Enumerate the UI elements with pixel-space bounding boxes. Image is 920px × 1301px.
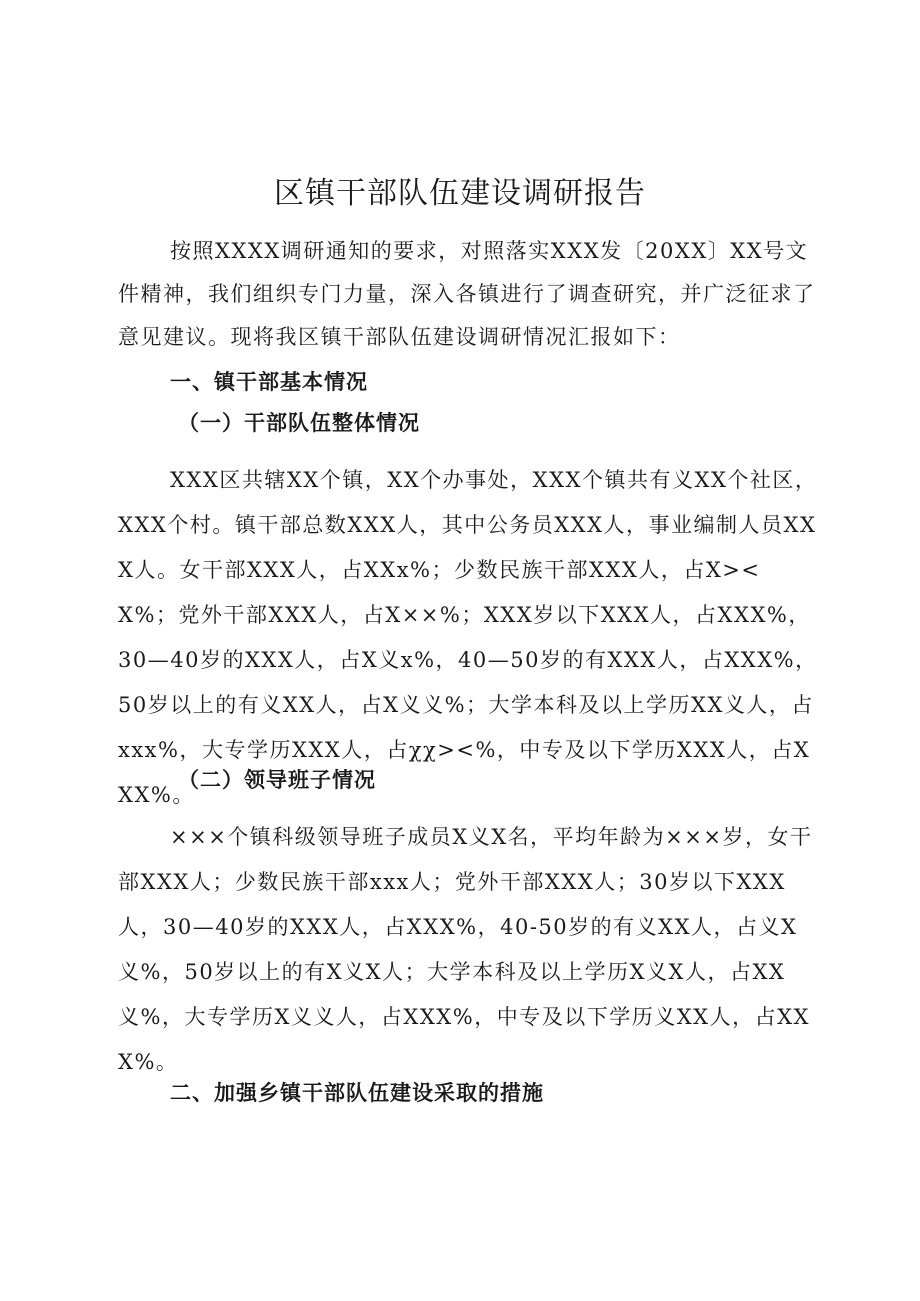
section-2-heading: 二、加强乡镇干部队伍建设采取的措施 [170,1081,544,1105]
section-1-heading: 一、镇干部基本情况 [170,370,368,394]
intro-paragraph: 按照XXXX调研通知的要求，对照落实XXX发〔20XX〕XX号文件精神，我们组织专门力量，深入各镇进行了调查研究，并广泛征求了意见建议。现将我区镇干部队伍建设调研情况汇报如下： [118,239,816,349]
subsection-1-body: XXX区共辖XX个镇，XX个办事处，XXX个镇共有义XX个社区，XXX个村。镇干部总数XXX人，其中公务员XXX人，事业编制人员XXX人。女干部XXX人，占XXx%；少数民族干部XXX人，占X><X%；党外干部XXX人，占X××%；XXX岁以下XXX人，占XXX%，30—40岁的XXX人，占X义x%，40—50岁的有XXX人，占XXX%，50岁以上的有义XX人，占X义义%；大学本科及以上学历XX义人，占xxx%，大专学历XXX人，占χχ><%，中专及以下学历XXX人，占XXX%。 [118,468,818,807]
document-title: 区镇干部队伍建设调研报告 [274,176,646,211]
subsection-1-heading: （一）干部队伍整体情况 [178,411,420,435]
subsection-2-heading: （二）领导班子情况 [178,768,376,792]
subsection-2-body: ×××个镇科级领导班子成员X义X名，平均年龄为×××岁，女干部XXX人；少数民族干部xxx人；党外干部XXX人；30岁以下XXX人，30—40岁的XXX人，占XXX%，40-50岁的有义XX人，占义X义%，50岁以上的有X义X人；大学本科及以上学历X义X人，占XX义%，大专学历X义义人，占XXX%，中专及以下学历义XX人，占XXX%。 [118,825,813,1074]
